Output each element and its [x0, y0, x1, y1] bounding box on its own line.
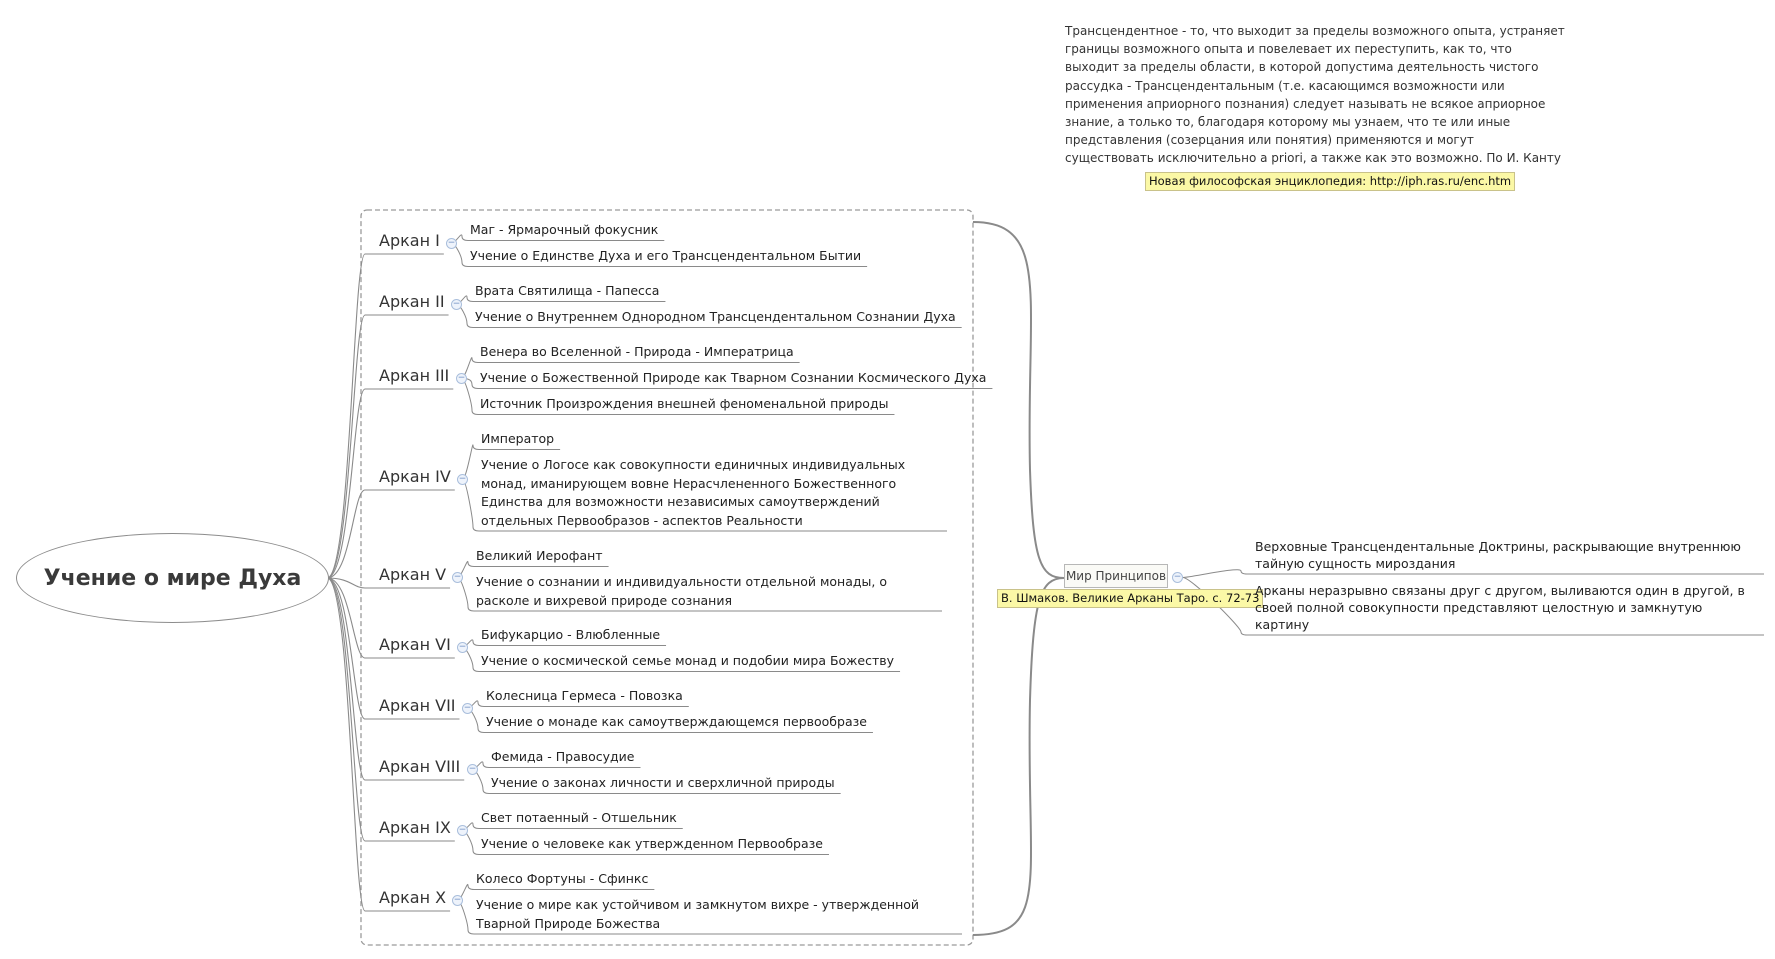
arkan-8-item-2[interactable]: Учение о законах личности и сверхличной природы [491, 775, 835, 790]
arkan-5[interactable]: Аркан V [379, 565, 447, 584]
arkan-6[interactable]: Аркан VI [379, 635, 451, 654]
arkan-4-item-2[interactable]: Учение о Логосе как совокупности единичных индивидуальных монад, иманирующем вовне Нерасчлененного Божественного Единства для возможности независимых самоутверждений отдельных Первообразов - аспектов Реальности [481, 457, 906, 528]
arkan-10-item-1[interactable]: Колесо Фортуны - Сфинкс [476, 871, 649, 886]
collapse-icon[interactable]: − [452, 299, 461, 309]
arkan-9-item-1[interactable]: Свет потаенный - Отшельник [481, 810, 677, 825]
arkan-3-item-3[interactable]: Источник Произрождения внешней феноменальной природы [480, 396, 889, 411]
root-branch-line [327, 315, 449, 578]
principles-topic[interactable] [1064, 564, 1168, 588]
collapse-icon[interactable]: − [463, 703, 472, 713]
collapse-icon[interactable]: − [453, 895, 462, 905]
principles-label: Мир Принципов [1065, 569, 1167, 583]
arkan-1[interactable]: Аркан I [379, 231, 440, 250]
arkan-2[interactable]: Аркан II [379, 292, 445, 311]
arkan-2-item-1[interactable]: Врата Святилища - Папесса [475, 283, 660, 298]
arkan-5-item-2[interactable]: Учение о сознании и индивидуальности отдельной монады, о расколе и вихревой природе сознания [476, 574, 887, 608]
shmakov-note[interactable]: В. Шмаков. Великие Арканы Таро. с. 72-73 [997, 589, 1263, 608]
collapse-icon[interactable]: − [458, 825, 467, 835]
collapse-icon[interactable]: − [1173, 572, 1182, 582]
collapse-icon[interactable]: − [453, 572, 462, 582]
principles-item-1[interactable]: Верховные Трансцендентальные Доктрины, раскрывающие внутреннюю тайную сущность мироздания [1255, 539, 1741, 571]
arkan-6-item-2[interactable]: Учение о космической семье монад и подобии мира Божеству [481, 653, 895, 668]
root-label: Учение о мире Духа [43, 565, 302, 591]
arkan-4[interactable]: Аркан IV [379, 467, 451, 486]
collapse-icon[interactable]: − [458, 642, 467, 652]
arkan-9-item-2[interactable]: Учение о человеке как утвержденном Первообразе [481, 836, 823, 851]
arkan-8-item-1[interactable]: Фемида - Правосудие [491, 749, 635, 764]
arkan-10[interactable]: Аркан X [379, 888, 447, 907]
arkan-8[interactable]: Аркан VIII [379, 757, 461, 776]
collapse-icon[interactable]: − [447, 238, 456, 248]
collapse-icon[interactable]: − [457, 373, 466, 383]
arkan-5-item-1[interactable]: Великий Иерофант [476, 548, 603, 563]
principles-item-2[interactable]: Арканы неразрывно связаны друг с другом, выливаются один в другой, в своей полной совокупности представляют целостную и замкнутую картину [1255, 583, 1745, 632]
arkan-3-item-2[interactable]: Учение о Божественной Природе как Тварном Сознании Космического Духа [480, 370, 987, 385]
root-topic[interactable] [16, 533, 329, 623]
arkan-3-item-1[interactable]: Венера во Вселенной - Природа - Императрица [480, 344, 794, 359]
arkan-7[interactable]: Аркан VII [379, 696, 456, 715]
encyclopedia-note[interactable]: Новая философская энциклопедия: http://iph.ras.ru/enc.htm [1145, 172, 1515, 191]
arkan-3[interactable]: Аркан III [379, 366, 450, 385]
arkan-10-item-2[interactable]: Учение о мире как устойчивом и замкнутом вихре - утвержденной Тварной Природе Божества [476, 897, 920, 931]
arkan-7-item-2[interactable]: Учение о монаде как самоутверждающемся первообразе [486, 714, 867, 729]
arkan-6-item-1[interactable]: Бифукарцио - Влюбленные [481, 627, 661, 642]
arkan-1-item-2[interactable]: Учение о Единстве Духа и его Трансцендентальном Бытии [470, 248, 862, 263]
collapse-icon[interactable]: − [458, 474, 467, 484]
arkan-9[interactable]: Аркан IX [379, 818, 451, 837]
arkan-2-item-2[interactable]: Учение о Внутреннем Однородном Трансцендентальном Сознании Духа [475, 309, 956, 324]
arkan-1-item-1[interactable]: Маг - Ярмарочный фокусник [470, 222, 659, 237]
boundary-brace [973, 222, 1064, 935]
collapse-icon[interactable]: − [468, 764, 477, 774]
root-branch-line [327, 578, 450, 911]
kant-definition[interactable]: Трансцендентное - то, что выходит за пределы возможного опыта, устраняет границы возможного опыта и повелевает их переступить, как то, что выходит за пределы области, в которой допустима деятельность чистого рассудка - Трансцендентальным (т.е. касающимся возможности или применения априорного познания) следует называть не всякое априорное знание, а только то, благодаря которому мы узнаем, что те или иные представления (созерцания или понятия) применяются и могут существовать исключительно a priori, а также как это возможно. По И. Канту [1065, 24, 1565, 166]
arkan-7-item-1[interactable]: Колесница Гермеса - Повозка [486, 688, 683, 703]
arkan-4-item-1[interactable]: Император [481, 431, 555, 446]
root-branch-line [327, 578, 464, 780]
